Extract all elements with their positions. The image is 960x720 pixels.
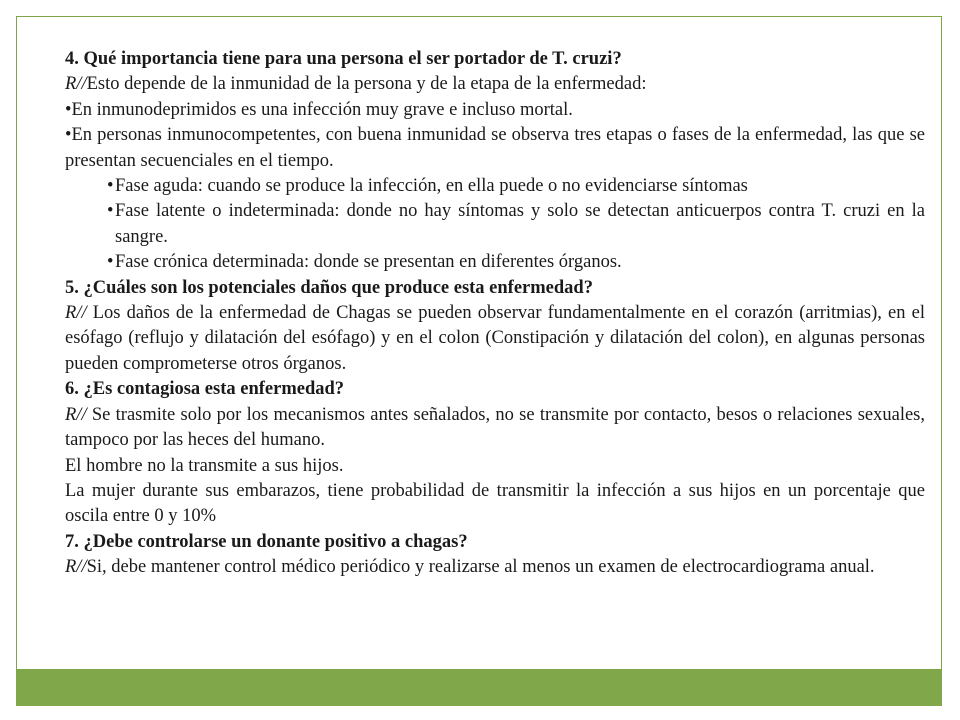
phase-acute: [65, 174, 925, 199]
answer-7-text: Si, debe mantener control médico periódico y realizarse al menos un examen de electrocardiograma anual.: [86, 557, 875, 578]
bullet-1: •En inmunodeprimidos es una infección muy grave e incluso mortal.: [65, 99, 573, 120]
answer-4-text: Esto depende de la inmunidad de la persona y de la etapa de la enfermedad:: [86, 74, 647, 95]
bullet-dot-icon: •: [107, 201, 114, 222]
question-7: 7. ¿Debe controlarse un donante positivo a chagas?: [65, 531, 468, 552]
question-4: 4. Qué importancia tiene para una persona el ser portador de T. cruzi?: [65, 49, 622, 69]
phase-chronic-text: Fase crónica determinada: donde se presentan en diferentes órganos.: [115, 252, 622, 273]
phase-chronic: [65, 250, 925, 275]
answer-6-extra-2: La mujer durante sus embarazos, tiene probabilidad de transmitir la infección a sus hijos en un porcentaje que oscila entre 0 y 10%: [65, 480, 925, 527]
answer-6-text: Se trasmite solo por los mecanismos antes señalados, no se transmite por contacto, besos o relaciones sexuales, tampoco por las heces del humano.: [65, 404, 925, 451]
phase-acute-text: Fase aguda: cuando se produce la infección, en ella puede o no evidenciarse síntomas: [115, 176, 748, 197]
phase-latent-text: Fase latente o indeterminada: donde no hay síntomas y solo se detectan anticuerpos contra T. cruzi en la sangre.: [115, 201, 925, 247]
slide-content: [65, 47, 925, 581]
answer-7: [65, 555, 925, 580]
answer-prefix: R//: [65, 303, 87, 324]
phase-latent: [65, 199, 925, 250]
bullet-dot-icon: •: [107, 176, 114, 197]
answer-5-text: Los daños de la enfermedad de Chagas se pueden observar fundamentalmente en el corazón (arritmias), en el esófago (reflujo y dilatación del esófago) y en el colon (Constipación y dilatación del colon), en algunas personas pueden comprometerse otros órganos.: [65, 303, 925, 374]
bullet-2: •En personas inmunocompetentes, con buena inmunidad se observa tres etapas o fases de la enfermedad, las que se presentan secuenciales en el tiempo.: [65, 125, 925, 171]
question-5: 5. ¿Cuáles son los potenciales daños que produce esta enfermedad?: [65, 277, 593, 298]
answer-prefix: R//: [65, 404, 87, 425]
answer-prefix: R//: [65, 557, 87, 578]
footer-accent-bar: [16, 670, 942, 706]
bullet-dot-icon: •: [107, 252, 114, 273]
answer-6: [65, 403, 925, 454]
answer-4: [65, 72, 925, 97]
answer-6-extra-1: El hombre no la transmite a sus hijos.: [65, 455, 344, 476]
answer-5: [65, 301, 925, 377]
answer-prefix: R//: [65, 74, 87, 95]
question-6: 6. ¿Es contagiosa esta enfermedad?: [65, 379, 345, 400]
